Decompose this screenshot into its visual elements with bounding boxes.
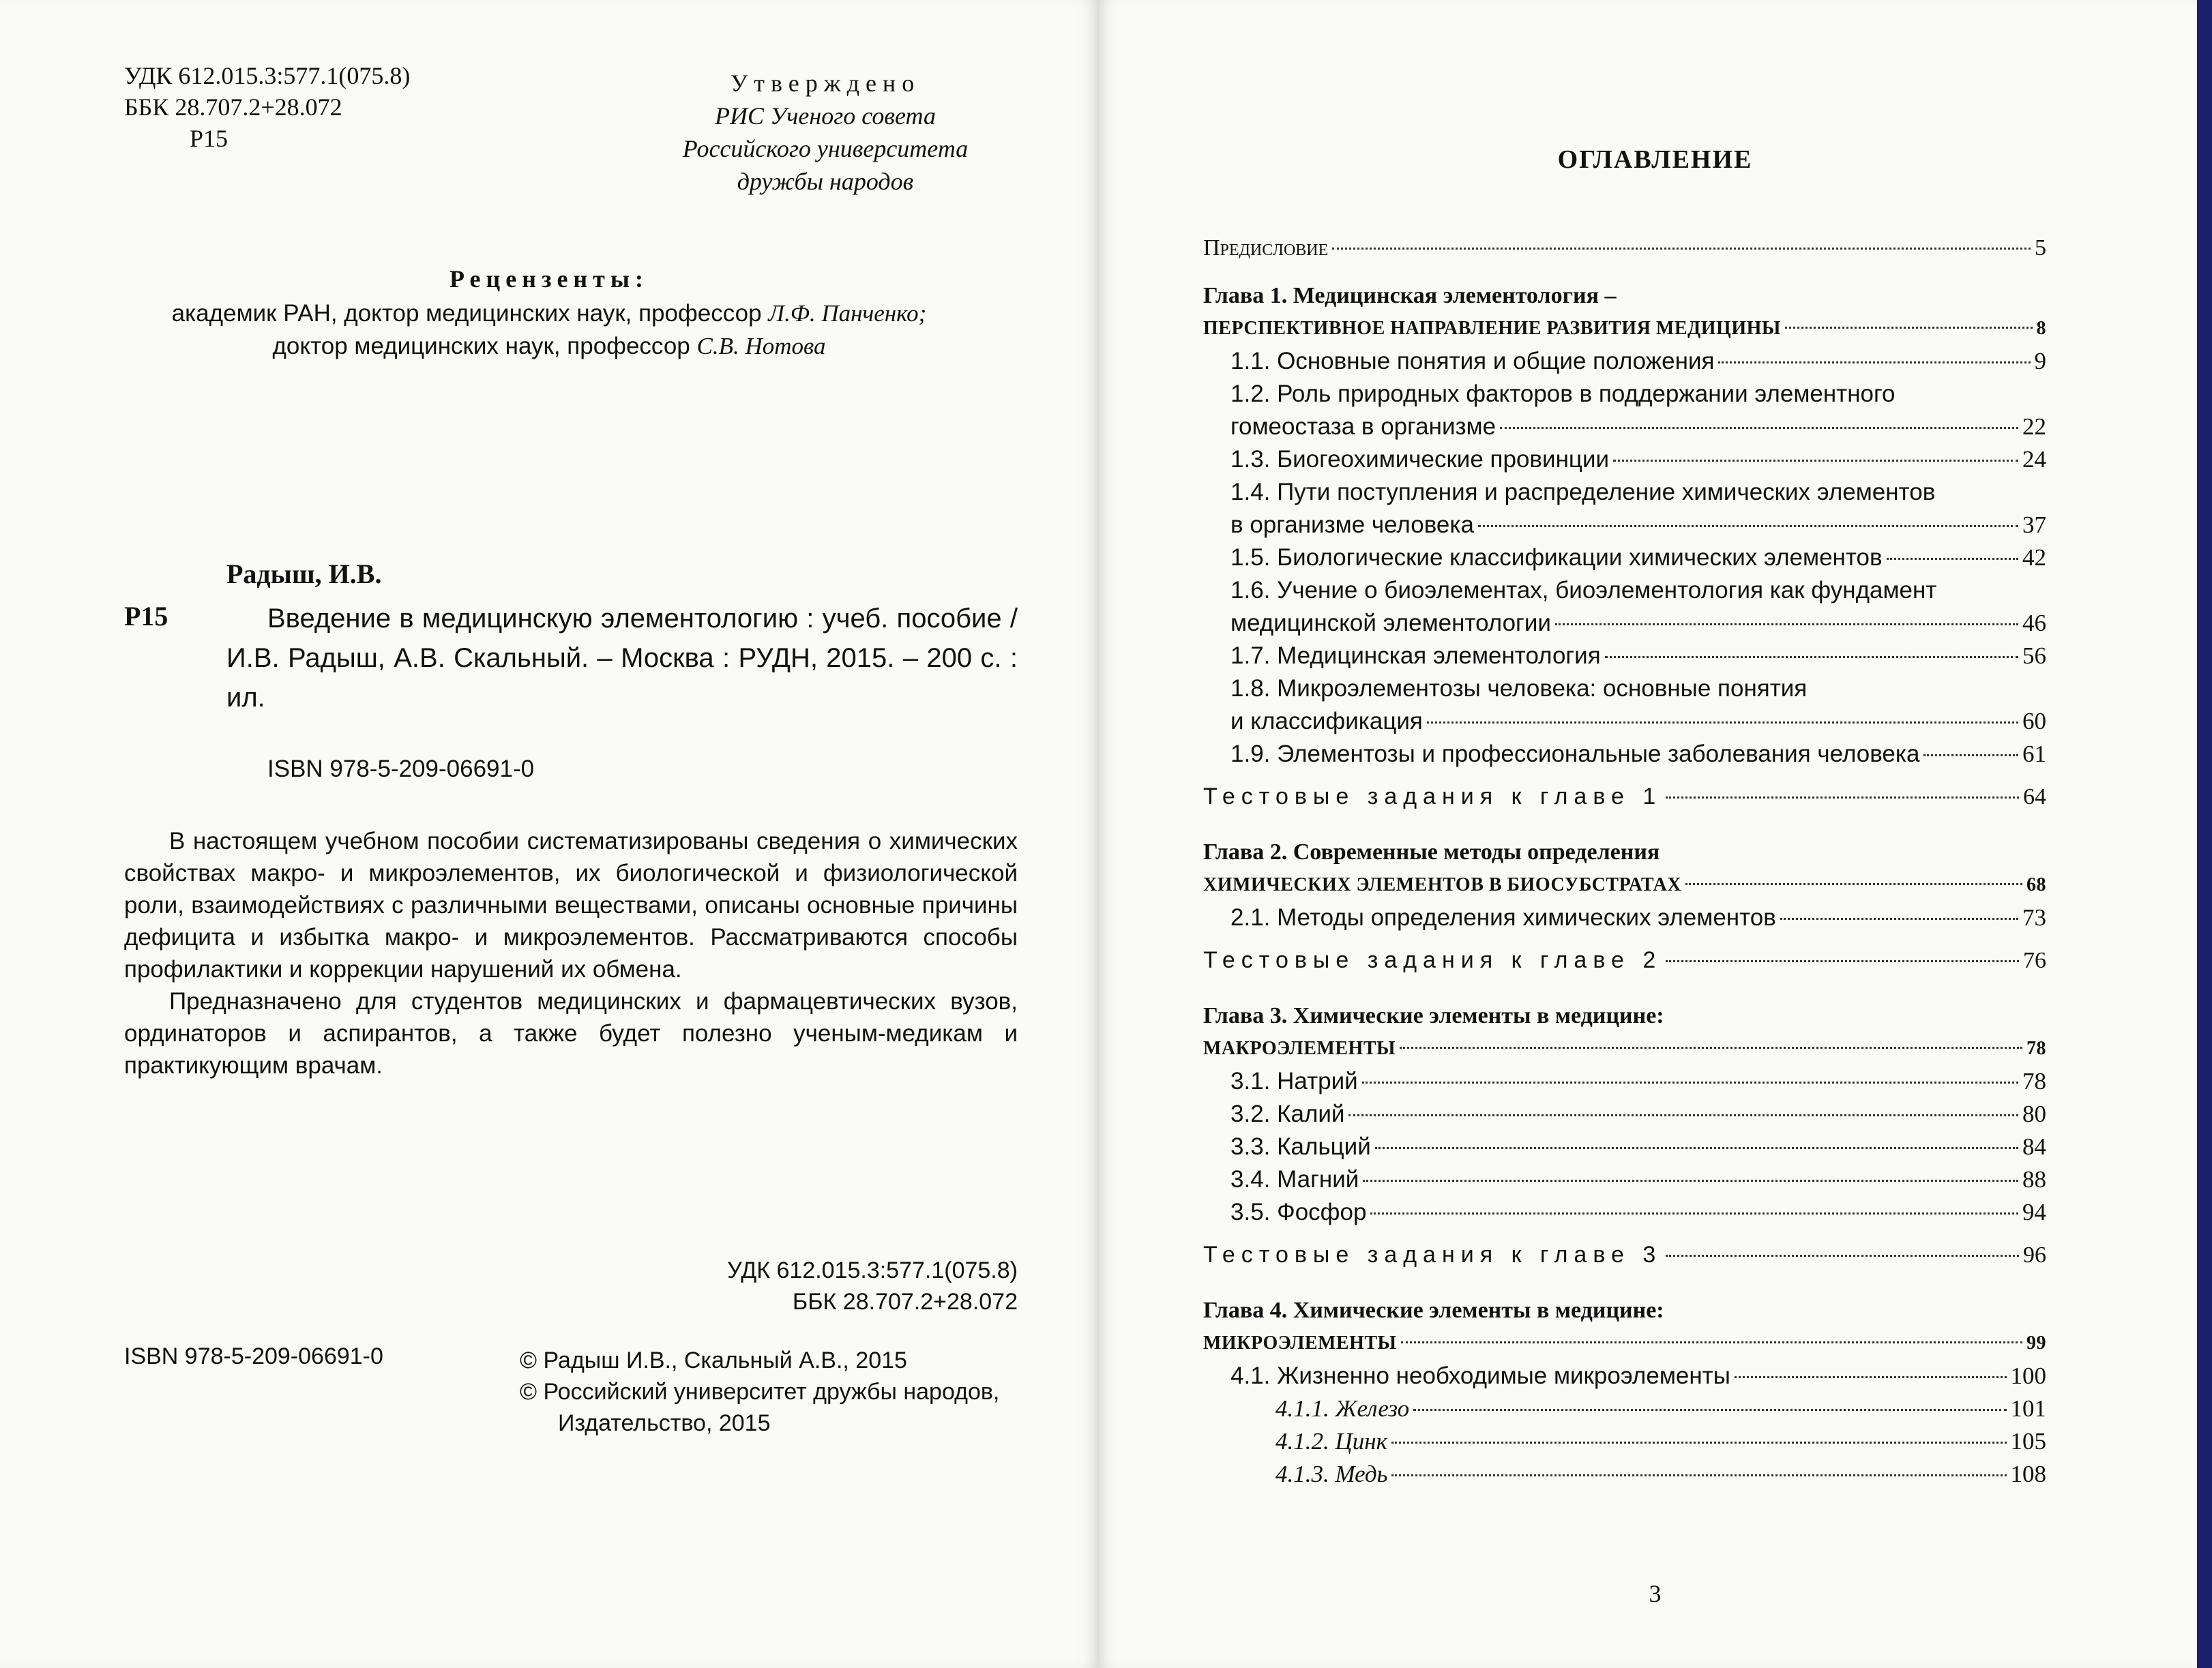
classification-bottom [682,1255,1018,1317]
toc-entry: Предисловие 5 [1203,235,2046,260]
bbk-code: ББК 28.707.2+28.072 [124,93,342,121]
toc-entry: 1.5. Биологические классификации химических элементов 42 [1230,544,2046,571]
toc-entry: 1.7. Медицинская элементология 56 [1230,642,2046,669]
isbn-bottom: ISBN 978-5-209-06691-0 [124,1343,383,1369]
bbk-code-bottom: ББК 28.707.2+28.072 [792,1289,1018,1315]
approval-line: Российского университета [682,135,969,162]
left-page [0,0,1098,1668]
toc-chapter-title: Глава 2. Современные методы определения [1203,839,1660,865]
toc-entry: МАКРОЭЛЕМЕНТЫ 78 [1203,1038,2046,1059]
copyright-block [520,1345,999,1439]
reviewer-title: доктор медицинских наук, профессор [272,333,697,359]
author-code: Р15 [190,125,228,152]
page-number: 3 [1649,1580,1662,1607]
toc-title: ОГЛАВЛЕНИЕ [1557,145,1753,174]
toc-entry: 3.1. Натрий 78 [1230,1068,2046,1094]
toc-entry-line: 1.8. Микроэлементозы человека: основные понятия [1230,675,1808,702]
toc-entry: медицинской элементологии 46 [1230,610,2046,636]
bibliographic-description: Введение в медицинскую элементологию : учеб. пособие / И.В. Радыш, А.В. Скальный. – Москва : РУДН, 2015. – 200 с. : ил. [226,604,1018,713]
toc-entry: ХИМИЧЕСКИХ ЭЛЕМЕНТОВ В БИОСУБСТРАТАХ 68 [1203,874,2046,895]
copyright-line: © Российский университет дружбы народов, [520,1379,1000,1405]
toc-chapter-title: Глава 1. Медицинская элементология – [1203,283,1617,308]
annotation-paragraph: В настоящем учебном пособии систематизированы сведения о химических свойствах макро- и микроэлементов, их биологической и физиологической роли, взаимодействиях с различными веществами, описаны основные причины дефицита и избытка макро- и микроэлементов. Рассматриваются способы профилактики и коррекции нарушений их обмена. [124,828,1018,983]
toc-entry: 2.1. Методы определения химических элементов 73 [1230,904,2046,931]
toc-entry: 1.3. Биогеохимические провинции 24 [1230,446,2046,473]
toc-entry: 1.1. Основные понятия и общие положения 9 [1230,348,2046,374]
reviewer-name: Л.Ф. Панченко; [768,300,927,327]
approval-line: РИС Ученого совета [715,102,936,130]
approval-heading: Утверждено [730,70,921,97]
classification-block [124,60,410,154]
toc-entry: 3.3. Кальций 84 [1230,1133,2046,1160]
toc-chapter-title: Глава 4. Химические элементы в медицине: [1203,1298,1664,1323]
reviewer-name: С.В. Нотова [696,333,826,359]
toc-entry: и классификация 60 [1230,708,2046,734]
annotation [124,825,1018,1082]
udk-code-bottom: УДК 612.015.3:577.1(075.8) [727,1257,1018,1283]
toc-entry: 4.1.1. Железо 101 [1275,1395,2046,1422]
toc-entry: Тестовые задания к главе 3 96 [1203,1242,2046,1268]
isbn: ISBN 978-5-209-06691-0 [267,756,535,782]
copyright-line: Издательство, 2015 [558,1410,771,1436]
toc-entry: гомеостаза в организме 22 [1230,413,2046,440]
toc-entry: 4.1. Жизненно необходимые микроэлементы 100 [1230,1362,2046,1389]
toc-entry: Тестовые задания к главе 2 76 [1203,947,2046,973]
udk-code: УДК 612.015.3:577.1(075.8) [124,62,411,89]
reviewers-heading: Рецензенты: [449,265,649,293]
toc-entry: в организме человека 37 [1230,511,2046,538]
toc-chapter-title: Глава 3. Химические элементы в медицине: [1203,1003,1664,1028]
toc-entry: 4.1.2. Цинк 105 [1275,1428,2046,1455]
author-heading: Радыш, И.В. [226,559,382,589]
approval-line: дружбы народов [737,168,914,195]
toc-entry: 3.2. Калий 80 [1230,1101,2046,1127]
toc-entry-line: 1.6. Учение о биоэлементах, биоэлементология как фундамент [1230,577,1937,604]
cover-edge [2197,0,2212,1668]
reviewer-title: академик РАН, доктор медицинских наук, профессор [171,300,769,327]
annotation-paragraph: Предназначено для студентов медицинских и фармацевтических вузов, ординаторов и аспирантов, а также будет полезно ученым-медикам и практикующим врачам. [124,988,1018,1079]
toc-entry: МИКРОЭЛЕМЕНТЫ 99 [1203,1332,2046,1354]
toc-entry: 4.1.3. Медь 108 [1275,1461,2046,1487]
reviewer-line [0,297,1098,330]
copyright-line: © Радыш И.В., Скальный А.В., 2015 [520,1347,907,1373]
author-mark: Р15 [124,601,168,631]
toc-entry: Тестовые задания к главе 1 64 [1203,784,2046,809]
toc-entry-line: 1.2. Роль природных факторов в поддержании элементного [1230,381,1896,407]
toc-entry: ПЕРСПЕКТИВНОЕ НАПРАВЛЕНИЕ РАЗВИТИЯ МЕДИЦИНЫ 8 [1203,318,2046,339]
approval-block [648,67,1003,198]
reviewers-list [0,297,1098,363]
toc-entry: 1.9. Элементозы и профессиональные заболевания человека 61 [1230,741,2046,767]
toc-entry-line: 1.4. Пути поступления и распределение химических элементов [1230,479,1936,505]
toc-entry: 3.5. Фосфор 94 [1230,1199,2046,1225]
reviewer-line [0,330,1098,363]
table-of-contents [1203,232,2046,1491]
toc-entry: 3.4. Магний 88 [1230,1166,2046,1193]
